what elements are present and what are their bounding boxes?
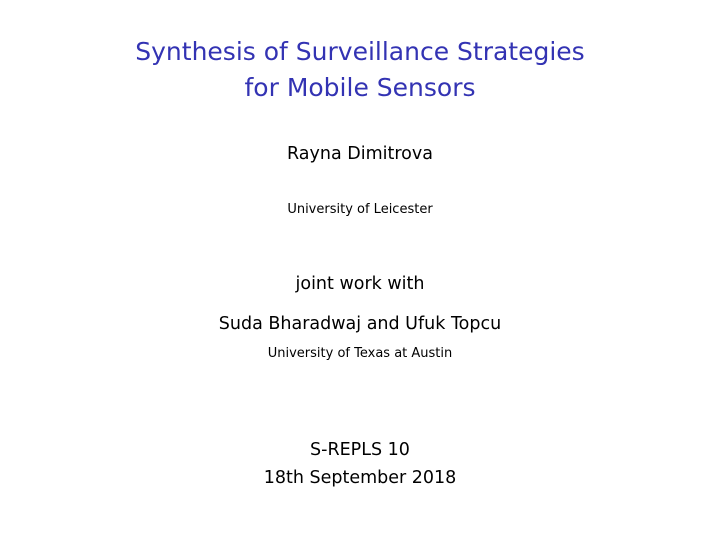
- coauthor-names: Suda Bharadwaj and Ufuk Topcu: [218, 314, 502, 334]
- author-affiliation: University of Leicester: [287, 202, 433, 217]
- coauthor-affiliation: University of Texas at Austin: [267, 346, 453, 361]
- slide-title-line-1: Synthesis of Surveillance Strategies: [135, 37, 585, 66]
- venue-name: S-REPLS 10: [310, 440, 410, 460]
- author-name: Rayna Dimitrova: [287, 144, 433, 164]
- joint-work-label: joint work with: [295, 274, 425, 294]
- presentation-date: 18th September 2018: [263, 468, 457, 488]
- slide-title-line-2: for Mobile Sensors: [244, 73, 476, 102]
